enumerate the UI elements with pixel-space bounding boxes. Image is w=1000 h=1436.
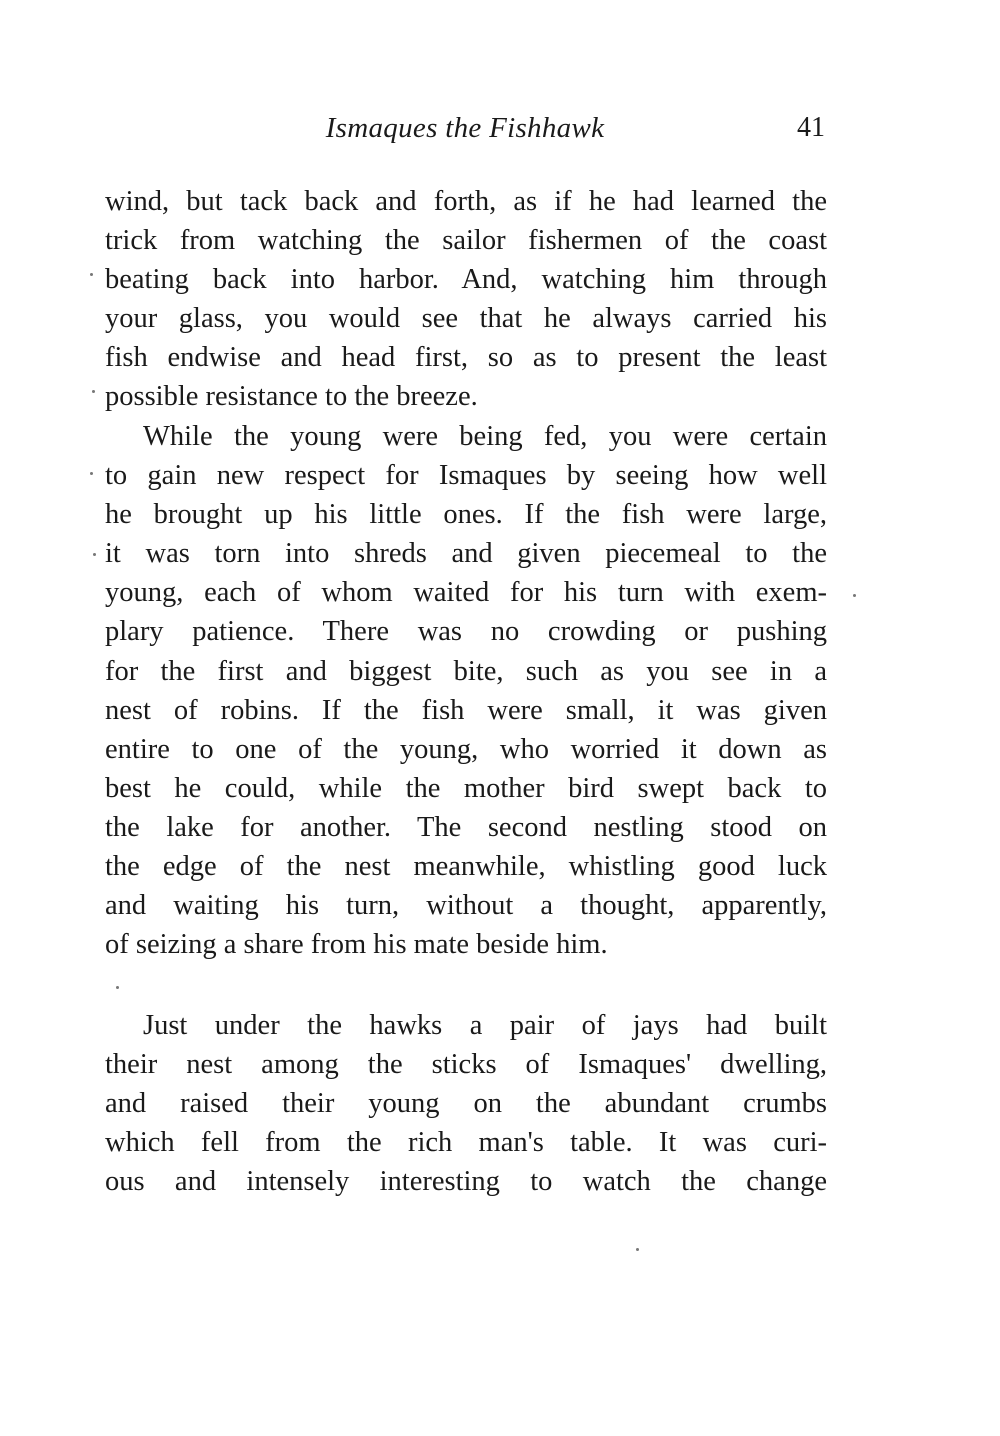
text-line: the edge of the nest meanwhile, whistling good luck [105, 851, 827, 883]
chapter-title: Ismaques the Fishhawk [325, 112, 605, 144]
text-line: their nest among the sticks of Ismaques' dwelling, [105, 1049, 827, 1081]
text-line: which fell from the rich man's table. It was curi- [105, 1127, 827, 1159]
running-head [105, 112, 825, 152]
text-line: and waiting his turn, without a thought, apparently, [105, 890, 827, 922]
text-line: the lake for another. The second nestling stood on [105, 811, 827, 843]
scan-speck [90, 472, 93, 475]
scan-speck [92, 390, 95, 393]
page-number: 41 [797, 112, 825, 143]
text-line: to gain new respect for Ismaques by seeing how well [105, 460, 827, 492]
text-line: beating back into harbor. And, watching him through [105, 264, 827, 296]
text-line: it was torn into shreds and given piecemeal to the [105, 538, 827, 570]
text-line: trick from watching the sailor fishermen of the coast [105, 225, 827, 257]
text-line: possible resistance to the breeze. [105, 381, 478, 413]
scan-speck [636, 1248, 639, 1251]
scan-speck [853, 594, 856, 597]
text-line: While the young were being fed, you were certain [143, 421, 827, 452]
text-line: he brought up his little ones. If the fish were large, [105, 499, 827, 531]
text-line: your glass, you would see that he always carried his [105, 303, 827, 335]
paragraph-3 [105, 1006, 827, 1201]
scan-speck [93, 553, 96, 556]
text-line: for the first and biggest bite, such as you see in a [105, 655, 827, 687]
paragraph-2 [105, 417, 827, 964]
text-line: and raised their young on the abundant crumbs [105, 1088, 827, 1120]
text-line: fish endwise and head first, so as to present the least [105, 342, 827, 374]
scan-speck [90, 273, 93, 276]
text-line: Just under the hawks a pair of jays had built [143, 1010, 827, 1041]
text-line: entire to one of the young, who worried it down as [105, 733, 827, 765]
text-line: of seizing a share from his mate beside him. [105, 929, 608, 961]
paragraph-1 [105, 182, 827, 417]
text-line: nest of robins. If the fish were small, it was given [105, 694, 827, 726]
text-line: ous and intensely interesting to watch the change [105, 1166, 827, 1198]
text-line: plary patience. There was no crowding or pushing [105, 616, 827, 648]
text-line: best he could, while the mother bird swept back to [105, 772, 827, 804]
scan-speck [116, 986, 119, 989]
text-line: wind, but tack back and forth, as if he had learned the [105, 186, 827, 217]
text-line: young, each of whom waited for his turn with exem- [105, 577, 827, 609]
